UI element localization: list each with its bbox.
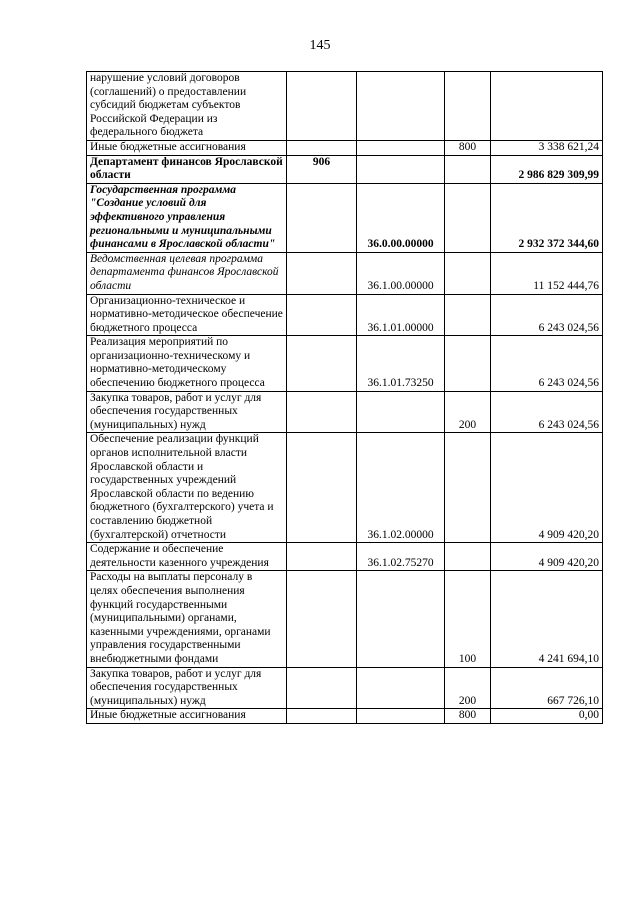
table-row xyxy=(87,72,603,141)
row-program-code xyxy=(357,391,445,433)
row-program-code xyxy=(357,72,445,141)
row-admin-code xyxy=(287,183,357,252)
row-expense-type: 800 xyxy=(445,140,491,155)
table-row xyxy=(87,667,603,709)
row-admin-code: 906 xyxy=(287,155,357,183)
row-expense-type: 100 xyxy=(445,571,491,667)
row-name: Департамент финансов Ярославской области xyxy=(87,155,287,183)
row-name: Государственная программа "Создание условий для эффективного управления региональными и муниципальными финансами в Ярославской области" xyxy=(87,183,287,252)
row-sum: 0,00 xyxy=(491,709,603,724)
row-admin-code xyxy=(287,391,357,433)
row-program-code: 36.1.00.00000 xyxy=(357,252,445,294)
row-sum: 6 243 024,56 xyxy=(491,391,603,433)
row-name: Иные бюджетные ассигнования xyxy=(87,709,287,724)
table-row xyxy=(87,709,603,724)
table-row xyxy=(87,336,603,391)
row-name: Закупка товаров, работ и услуг для обеспечения государственных (муниципальных) нужд xyxy=(87,391,287,433)
row-expense-type xyxy=(445,252,491,294)
row-sum: 667 726,10 xyxy=(491,667,603,709)
row-expense-type xyxy=(445,155,491,183)
budget-table xyxy=(86,71,603,724)
table-row xyxy=(87,155,603,183)
row-name: нарушение условий договоров (соглашений) о предоставлении субсидий бюджетам субъектов Российской Федерации из федерального бюджета xyxy=(87,72,287,141)
row-sum: 4 909 420,20 xyxy=(491,543,603,571)
row-program-code xyxy=(357,571,445,667)
row-program-code xyxy=(357,709,445,724)
row-admin-code xyxy=(287,433,357,543)
row-sum: 4 909 420,20 xyxy=(491,433,603,543)
row-sum: 4 241 694,10 xyxy=(491,571,603,667)
row-admin-code xyxy=(287,571,357,667)
row-sum: 11 152 444,76 xyxy=(491,252,603,294)
row-sum: 2 932 372 344,60 xyxy=(491,183,603,252)
row-admin-code xyxy=(287,543,357,571)
row-name: Ведомственная целевая программа департамента финансов Ярославской области xyxy=(87,252,287,294)
row-admin-code xyxy=(287,294,357,336)
row-program-code xyxy=(357,140,445,155)
row-program-code xyxy=(357,155,445,183)
row-expense-type xyxy=(445,72,491,141)
table-row xyxy=(87,294,603,336)
row-admin-code xyxy=(287,336,357,391)
table-row xyxy=(87,391,603,433)
row-expense-type: 200 xyxy=(445,667,491,709)
row-sum: 6 243 024,56 xyxy=(491,294,603,336)
row-program-code xyxy=(357,667,445,709)
row-name: Организационно-техническое и нормативно-методическое обеспечение бюджетного процесса xyxy=(87,294,287,336)
row-sum: 6 243 024,56 xyxy=(491,336,603,391)
row-program-code: 36.1.02.00000 xyxy=(357,433,445,543)
page-number: 145 xyxy=(309,38,331,53)
row-admin-code xyxy=(287,72,357,141)
row-program-code: 36.1.01.00000 xyxy=(357,294,445,336)
row-name: Содержание и обеспечение деятельности казенного учреждения xyxy=(87,543,287,571)
row-name: Обеспечение реализации функций органов исполнительной власти Ярославской области и государственных учреждений Ярославской области по ведению бюджетного (бухгалтерского) учета и составлению бюджетной (бухгалтерской) отчетности xyxy=(87,433,287,543)
row-sum xyxy=(491,72,603,141)
row-program-code: 36.0.00.00000 xyxy=(357,183,445,252)
table-row xyxy=(87,543,603,571)
row-sum: 3 338 621,24 xyxy=(491,140,603,155)
row-expense-type: 800 xyxy=(445,709,491,724)
row-expense-type xyxy=(445,183,491,252)
row-admin-code xyxy=(287,709,357,724)
table-row xyxy=(87,183,603,252)
row-expense-type xyxy=(445,294,491,336)
row-name: Закупка товаров, работ и услуг для обеспечения государственных (муниципальных) нужд xyxy=(87,667,287,709)
row-program-code: 36.1.01.73250 xyxy=(357,336,445,391)
row-name: Расходы на выплаты персоналу в целях обеспечения выполнения функций государственными (муниципальными) органами, казенными учреждениями, органами управления государственными внебюджетными фондами xyxy=(87,571,287,667)
row-name: Иные бюджетные ассигнования xyxy=(87,140,287,155)
table-row xyxy=(87,252,603,294)
table-row xyxy=(87,571,603,667)
row-expense-type: 200 xyxy=(445,391,491,433)
table-row xyxy=(87,433,603,543)
row-admin-code xyxy=(287,252,357,294)
row-expense-type xyxy=(445,433,491,543)
row-admin-code xyxy=(287,667,357,709)
row-sum: 2 986 829 309,99 xyxy=(491,155,603,183)
row-program-code: 36.1.02.75270 xyxy=(357,543,445,571)
row-expense-type xyxy=(445,336,491,391)
row-name: Реализация мероприятий по организационно-техническому и нормативно-методическому обеспечению бюджетного процесса xyxy=(87,336,287,391)
table-row xyxy=(87,140,603,155)
row-admin-code xyxy=(287,140,357,155)
row-expense-type xyxy=(445,543,491,571)
